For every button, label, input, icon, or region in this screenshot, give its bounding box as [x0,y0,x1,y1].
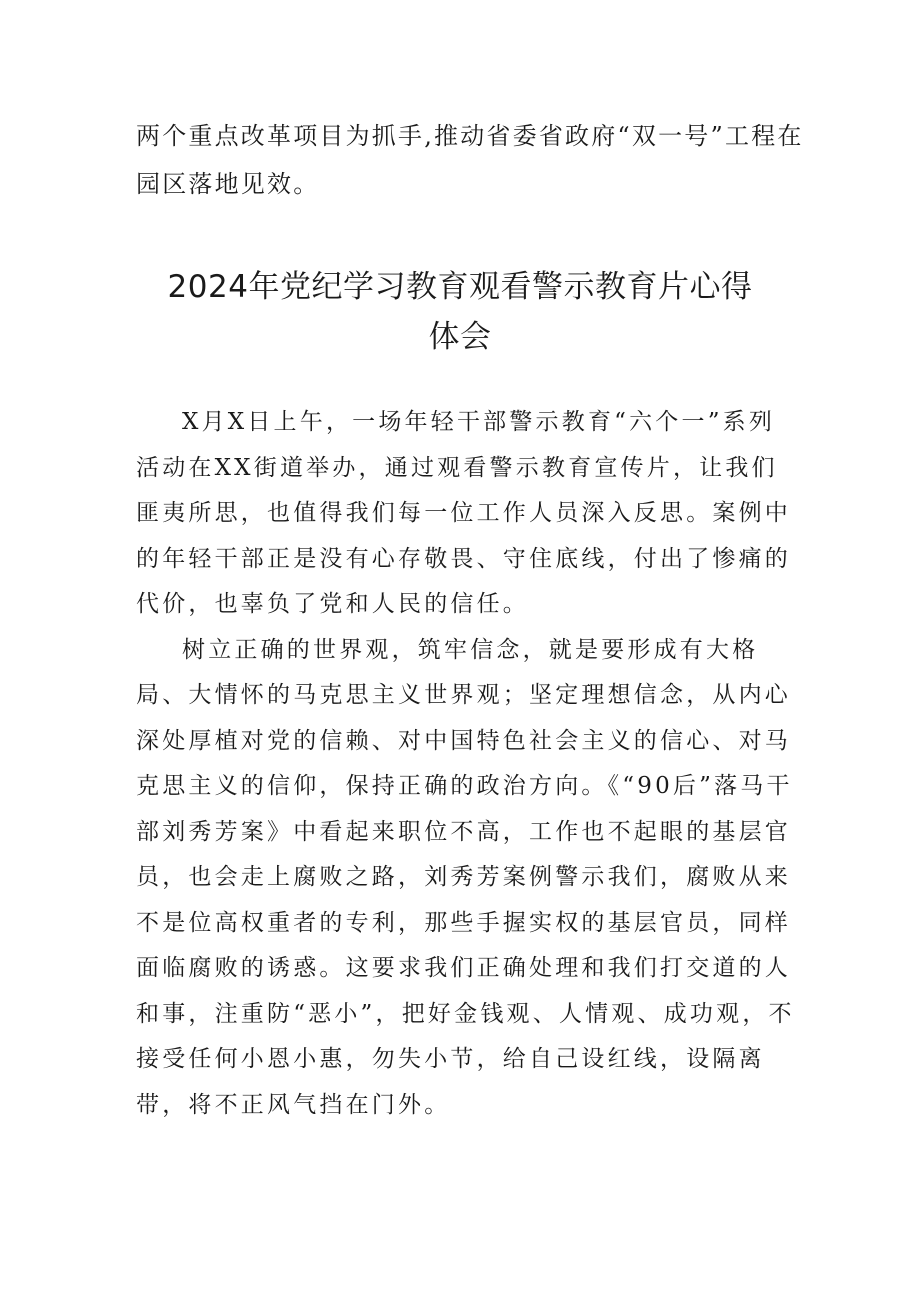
continuation-paragraph: 两个重点改革项目为抓手,推动省委省政府“双一号”工程在园区落地见效。 [136,122,804,198]
title-line-2: 体会 [428,319,492,355]
title-line-1: 2024年党纪学习教育观看警示教育片心得 [167,269,753,305]
document-body [136,400,800,1128]
paragraph-1: X月X日上午，一场年轻干部警示教育“六个一”系列活动在XX街道举办，通过观看警示教育宣传片，让我们匪夷所思，也值得我们每一位工作人员深入反思。案例中的年轻干部正是没有心存敬畏、守住底线，付出了惨痛的代价，也辜负了党和人民的信任。 [136,409,791,617]
document-title [150,262,770,362]
paragraph-2: 树立正确的世界观，筑牢信念，就是要形成有大格局、大情怀的马克思主义世界观；坚定理想信念，从内心深处厚植对党的信赖、对中国特色社会主义的信心、对马克思主义的信仰，保持正确的政治方向。《“90后”落马干部刘秀芳案》中看起来职位不高，工作也不起眼的基层官员，也会走上腐败之路，刘秀芳案例警示我们，腐败从来不是位高权重者的专利，那些手握实权的基层官员，同样面临腐败的诱惑。这要求我们正确处理和我们打交道的人和事，注重防“恶小”，把好金钱观、人情观、成功观，不接受任何小恩小惠，勿失小节，给自己设红线，设隔离带，将不正风气挡在门外。 [136,636,795,1118]
